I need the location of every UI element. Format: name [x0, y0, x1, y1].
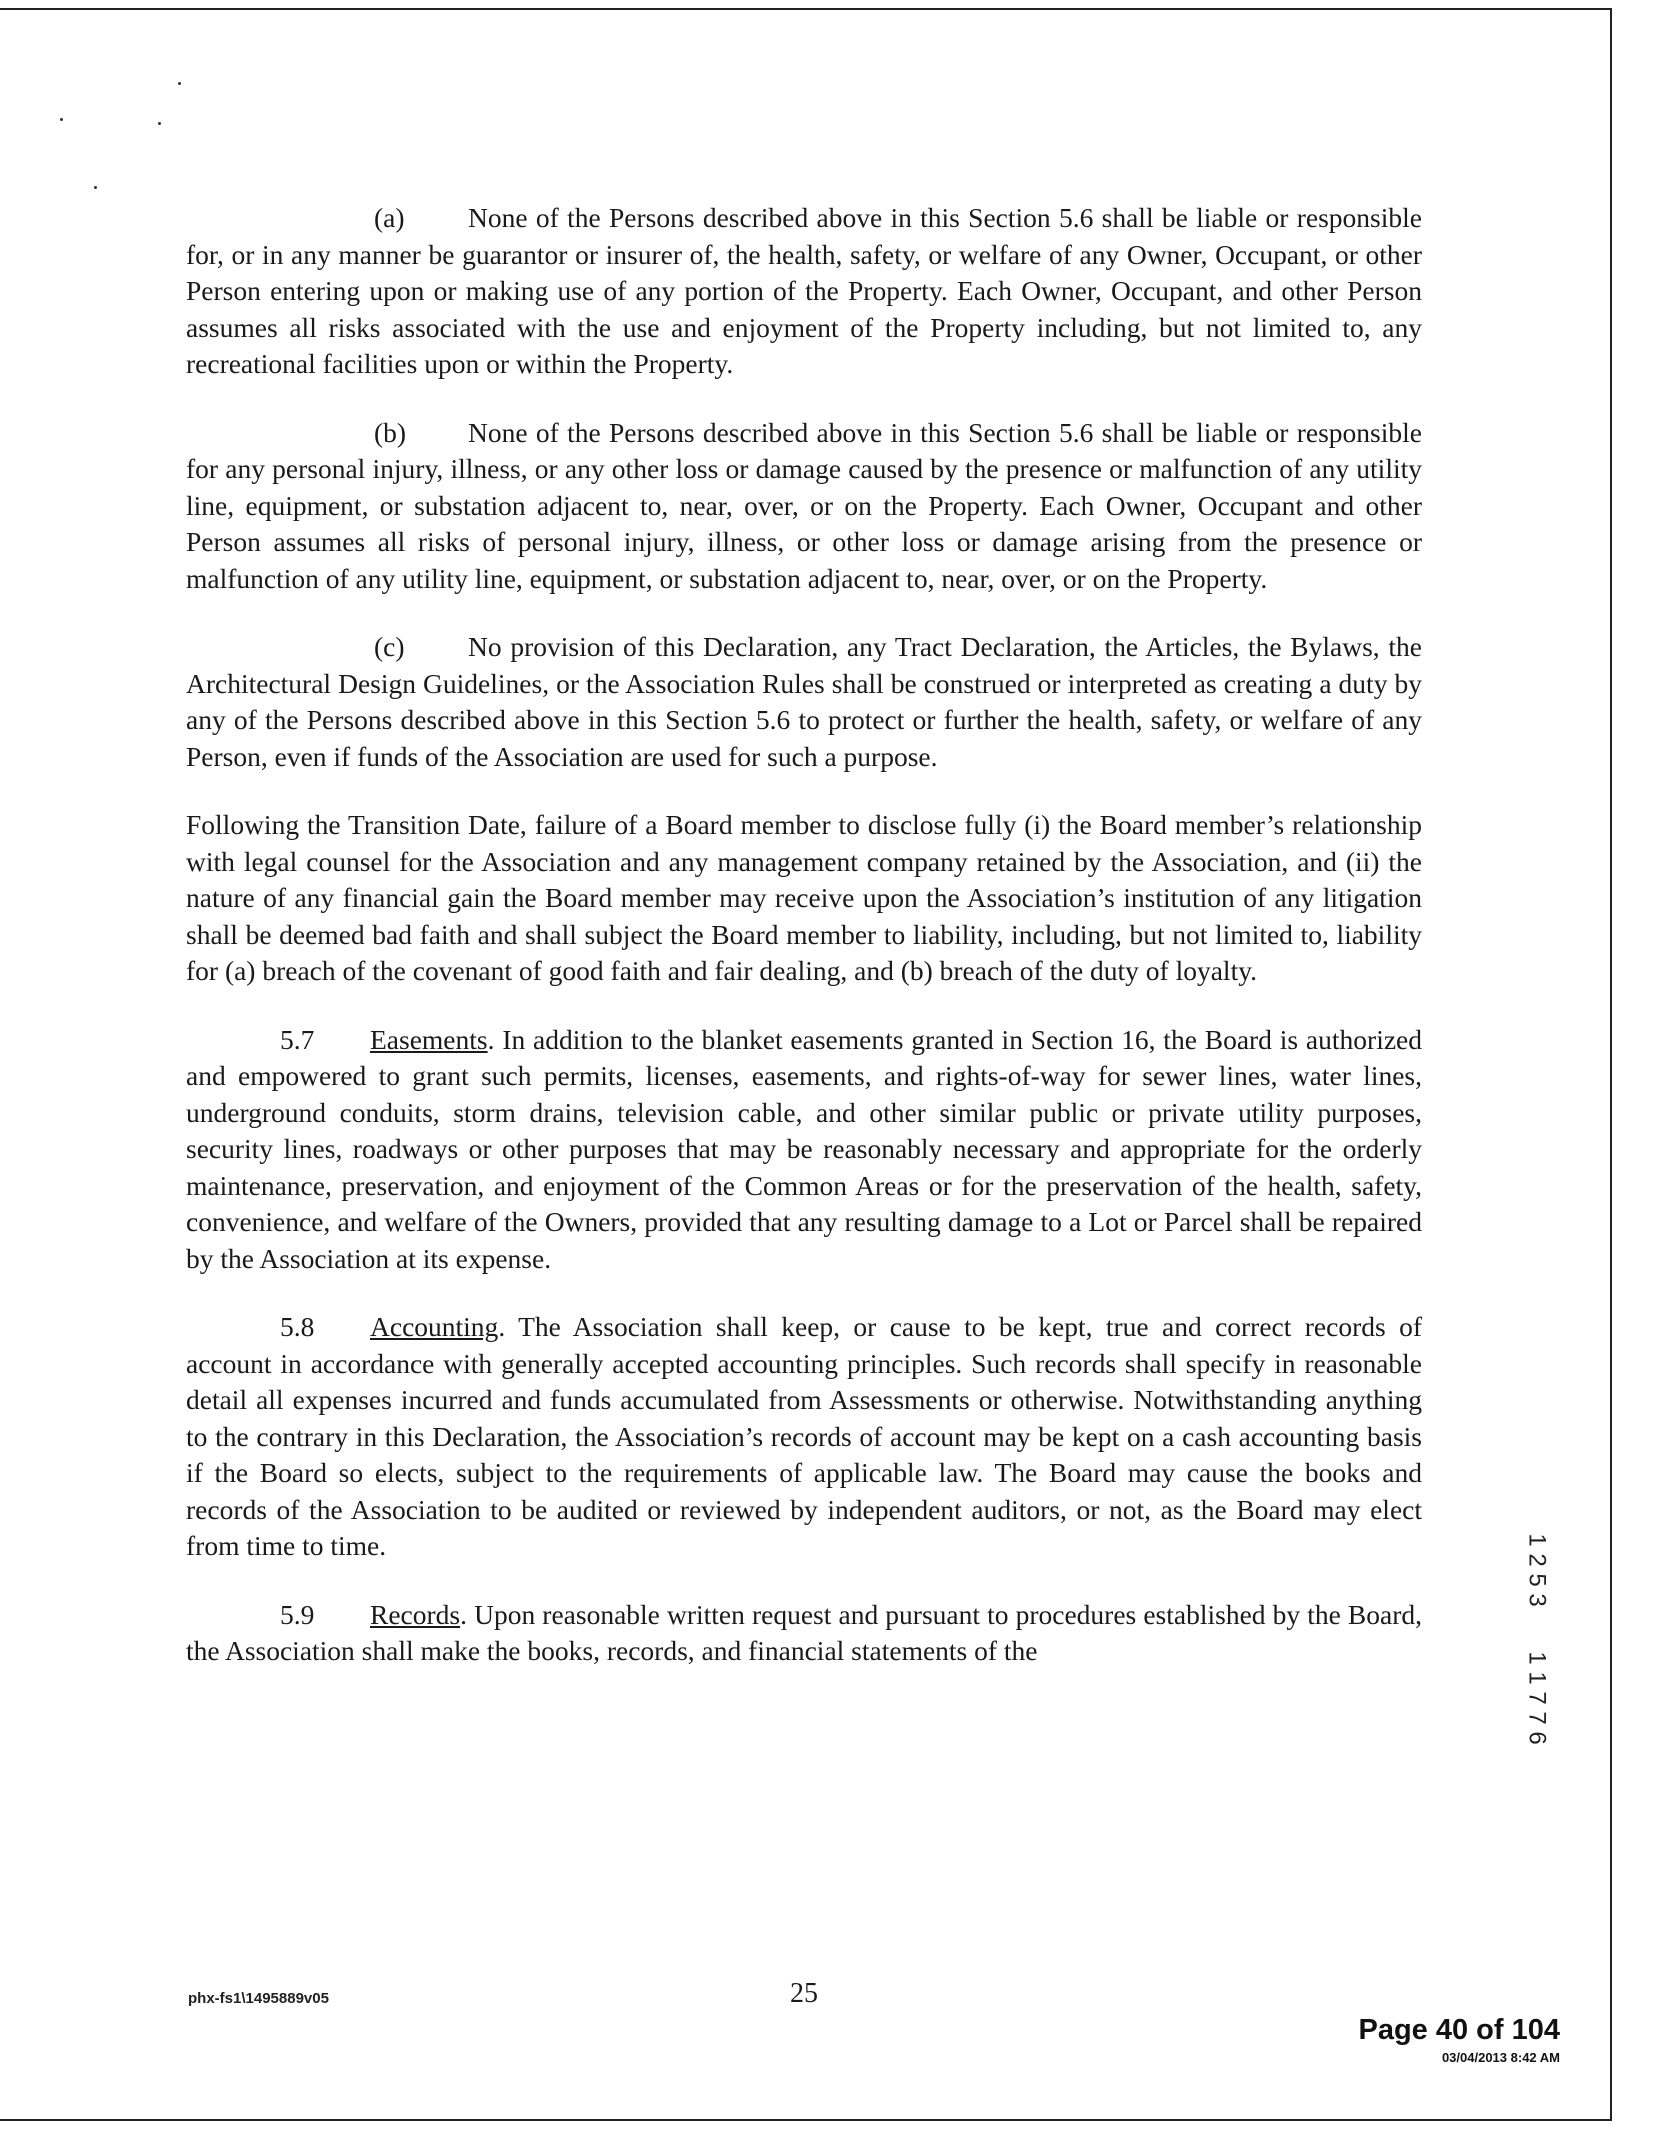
paragraph-b [186, 415, 1422, 598]
page-border-bottom [0, 2119, 1612, 2121]
footer-page-number: 25 [790, 1978, 818, 2009]
paragraph-c-label: (c) [374, 631, 405, 662]
margin-digit: 2 [1523, 1553, 1551, 1567]
page-border-right [1610, 8, 1612, 2120]
margin-recording-number [1522, 1530, 1552, 1748]
margin-digit: 7 [1523, 1711, 1551, 1725]
margin-digit: 1 [1523, 1671, 1551, 1685]
section-5-7-text: . In addition to the blanket easements granted in Section 16, the Board is authorized and empowered to grant such permits, licenses, easements, and rights-of-way for sewer lines, water lines, underground conduits, storm drains, television cable, and other similar public or private utility purposes, security lines, roadways or other purposes that may be reasonably necessary and appropriate for the orderly maintenance, preservation, and enjoyment of the Common Areas or for the preservation of the health, safety, convenience, and welfare of the Owners, provided that any resulting damage to a Lot or Parcel shall be repaired by the Association at its expense. [186, 1023, 1422, 1274]
margin-digit: 1 [1523, 1533, 1551, 1547]
margin-digit: 5 [1523, 1573, 1551, 1587]
page-border-top [0, 8, 1612, 10]
paragraph-a-text: None of the Persons described above in this Section 5.6 shall be liable or responsible for, or in any manner be guarantor or insurer of, the health, safety, or welfare of any Owner, Occupant, or other Person entering upon or making use of any portion of the Property. Each Owner, Occupant, and other Person assumes all risks associated with the use and enjoyment of the Property including, but not limited to, any recreational facilities upon or within the Property. [186, 202, 1422, 379]
stamp-datetime: 03/04/2013 8:42 AM [1441, 2050, 1560, 2065]
paragraph-c-text: No provision of this Declaration, any Tract Declaration, the Articles, the Bylaws, the Architectural Design Guidelines, or the Association Rules shall be construed or interpreted as creating a duty by any of the Persons described above in this Section 5.6 to protect or further the health, safety, or welfare of any Person, even if funds of the Association are used for such a purpose. [186, 631, 1422, 772]
scan-speck [178, 82, 181, 85]
stamp-page-of: Page 40 of 104 [1358, 2014, 1560, 2046]
section-5-8-text: . The Association shall keep, or cause to be kept, true and correct records of account in accordance with generally accepted accounting principles. Such records shall specify in reasonable detail all expenses incurred and funds accumulated from Assessments or otherwise. Notwithstanding anything to the contrary in this Declaration, the Association’s records of account may be kept on a cash accounting basis if the Board so elects, subject to the requirements of applicable law. The Board may cause the books and records of the Association to be audited or reviewed by independent auditors, or not, as the Board may elect from time to time. [186, 1311, 1422, 1561]
section-5-9-number: 5.9 [280, 1598, 315, 1630]
margin-digit: 3 [1523, 1593, 1551, 1607]
section-5-9 [186, 1597, 1422, 1670]
section-5-8 [186, 1309, 1422, 1565]
scan-speck [60, 118, 63, 121]
footer-document-id: phx-fs1\1495889v05 [188, 1990, 329, 2007]
scan-speck [94, 186, 97, 189]
section-5-7 [186, 1022, 1422, 1278]
margin-digit: 6 [1523, 1731, 1551, 1745]
margin-digit: 1 [1523, 1651, 1551, 1665]
section-5-7-number: 5.7 [280, 1023, 315, 1055]
section-5-9-text: . Upon reasonable written request and pursuant to procedures established by the Board, the Association shall make the books, records, and financial statements of the [186, 1598, 1422, 1666]
paragraph-b-text: None of the Persons described above in this Section 5.6 shall be liable or responsible for any personal injury, illness, or any other loss or damage caused by the presence or malfunction of any utility line, equipment, or substation adjacent to, near, over, or on the Property. Each Owner, Occupant and other Person assumes all risks of personal injury, illness, or other loss or damage arising from the presence or malfunction of any utility line, equipment, or substation adjacent to, near, over, or on the Property. [186, 416, 1422, 594]
section-5-7-title: Easements [370, 1023, 488, 1055]
section-5-9-title: Records [370, 1598, 461, 1630]
paragraph-following-transition: Following the Transition Date, failure of a Board member to disclose fully (i) the Board member’s relationship with legal counsel for the Association and any management company retained by the Association, and (ii) the nature of any financial gain the Board member may receive upon the Association’s institution of any litigation shall be deemed bad faith and shall subject the Board member to liability, including, but not limited to, liability for (a) breach of the covenant of good faith and fair dealing, and (b) breach of the duty of loyalty. [186, 809, 1422, 986]
paragraph-b-label: (b) [374, 416, 407, 448]
section-5-8-number: 5.8 [280, 1311, 315, 1342]
margin-digit: 7 [1523, 1691, 1551, 1705]
paragraph-c [186, 629, 1422, 775]
paragraph-a [186, 200, 1422, 383]
section-5-8-title: Accounting [370, 1311, 499, 1342]
document-body [186, 200, 1422, 1702]
scan-speck [158, 122, 161, 125]
paragraph-a-label: (a) [374, 202, 405, 233]
